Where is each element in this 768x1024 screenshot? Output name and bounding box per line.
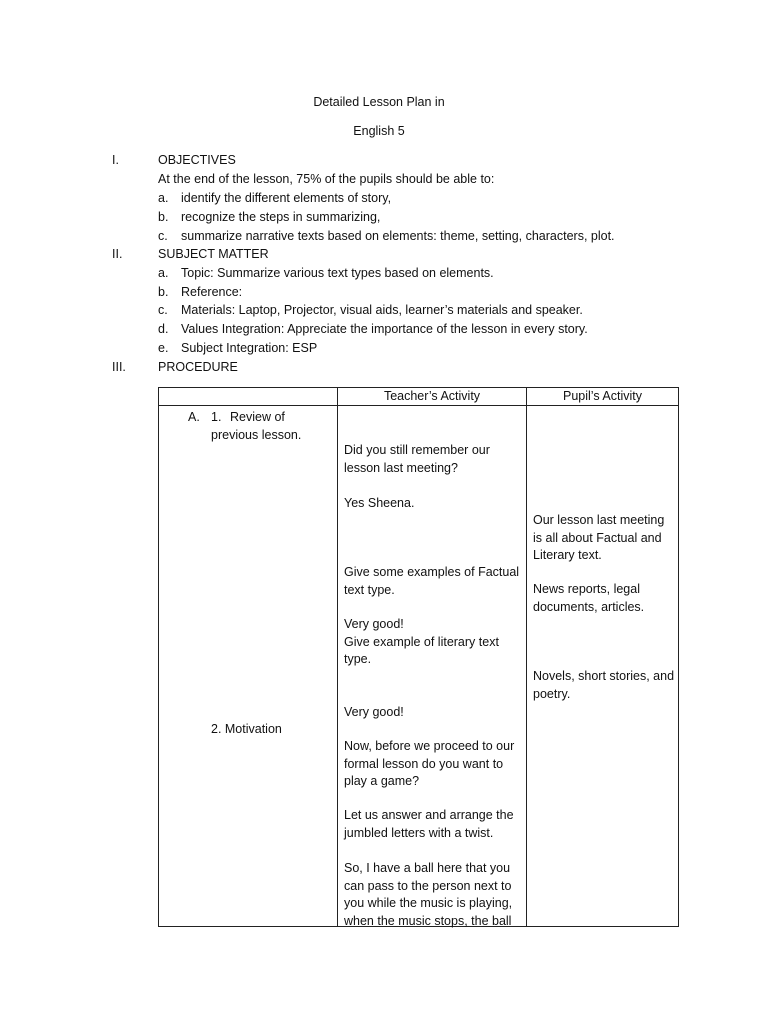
subject-letter: d.: [158, 322, 169, 336]
teacher-line: Very good! Give example of literary text type.: [344, 617, 499, 667]
teacher-line: Very good!: [344, 705, 404, 719]
header-teachers-activity: Teacher’s Activity: [338, 388, 527, 406]
subject-letter: b.: [158, 285, 169, 299]
objective-item: identify the different elements of story,: [181, 191, 392, 205]
subject-item: Reference:: [181, 285, 243, 299]
pupil-line: Novels, short stories, and poetry.: [533, 669, 675, 701]
objective-item: recognize the steps in summarizing,: [181, 210, 381, 224]
pupil-line: News reports, legal documents, articles.: [533, 582, 645, 614]
phase-label-a: A.: [188, 410, 200, 424]
procedure-table: [158, 387, 679, 927]
objectives-intro: At the end of the lesson, 75% of the pupils should be able to:: [158, 172, 495, 186]
subject-item: Materials: Laptop, Projector, visual aids, learner’s materials and speaker.: [181, 303, 583, 317]
subject-item: Values Integration: Appreciate the importance of the lesson in every story.: [181, 322, 588, 336]
review-number: 1.: [211, 410, 222, 424]
pupil-activity-cell: [527, 406, 679, 927]
objectives-numeral: I.: [112, 153, 119, 167]
objectives-heading: OBJECTIVES: [158, 153, 236, 167]
motivation-label: 2. Motivation: [211, 722, 282, 736]
subject-letter: c.: [158, 303, 168, 317]
teacher-line: Let us answer and arrange the jumbled letters with a twist.: [344, 808, 514, 840]
teacher-line: Did you still remember our lesson last meeting?: [344, 443, 490, 475]
pupil-line: Our lesson last meeting is all about Factual and Literary text.: [533, 513, 665, 563]
subject-matter-heading: SUBJECT MATTER: [158, 247, 269, 261]
objective-letter: c.: [158, 229, 168, 243]
subject-item: Topic: Summarize various text types based on elements.: [181, 266, 494, 280]
phase-cell: [159, 406, 338, 927]
header-pupils-activity: Pupil’s Activity: [527, 388, 679, 406]
header-cell-blank: [159, 388, 338, 406]
subject-letter: e.: [158, 341, 169, 355]
teacher-line: So, I have a ball here that you can pass to the person next to you while the music is playing, when the music stops, the ball: [344, 861, 513, 928]
objective-letter: b.: [158, 210, 169, 224]
teacher-activity-cell: [338, 406, 527, 927]
teacher-line: Give some examples of Factual text type.: [344, 565, 520, 597]
teacher-line: Yes Sheena.: [344, 496, 415, 510]
table-header-row: [159, 388, 679, 406]
procedure-numeral: III.: [112, 360, 126, 374]
table-row: [159, 406, 679, 927]
subject-matter-numeral: II.: [112, 247, 123, 261]
objective-letter: a.: [158, 191, 169, 205]
review-label-cont: previous lesson.: [211, 428, 302, 442]
subject-letter: a.: [158, 266, 169, 280]
objective-item: summarize narrative texts based on elements: theme, setting, characters, plot.: [181, 229, 615, 243]
subject-item: Subject Integration: ESP: [181, 341, 318, 355]
doc-title-line2: English 5: [353, 124, 405, 138]
teacher-line: Now, before we proceed to our formal lesson do you want to play a game?: [344, 739, 515, 789]
review-label: Review of: [230, 410, 285, 424]
procedure-heading: PROCEDURE: [158, 360, 238, 374]
doc-title-line1: Detailed Lesson Plan in: [313, 95, 445, 109]
